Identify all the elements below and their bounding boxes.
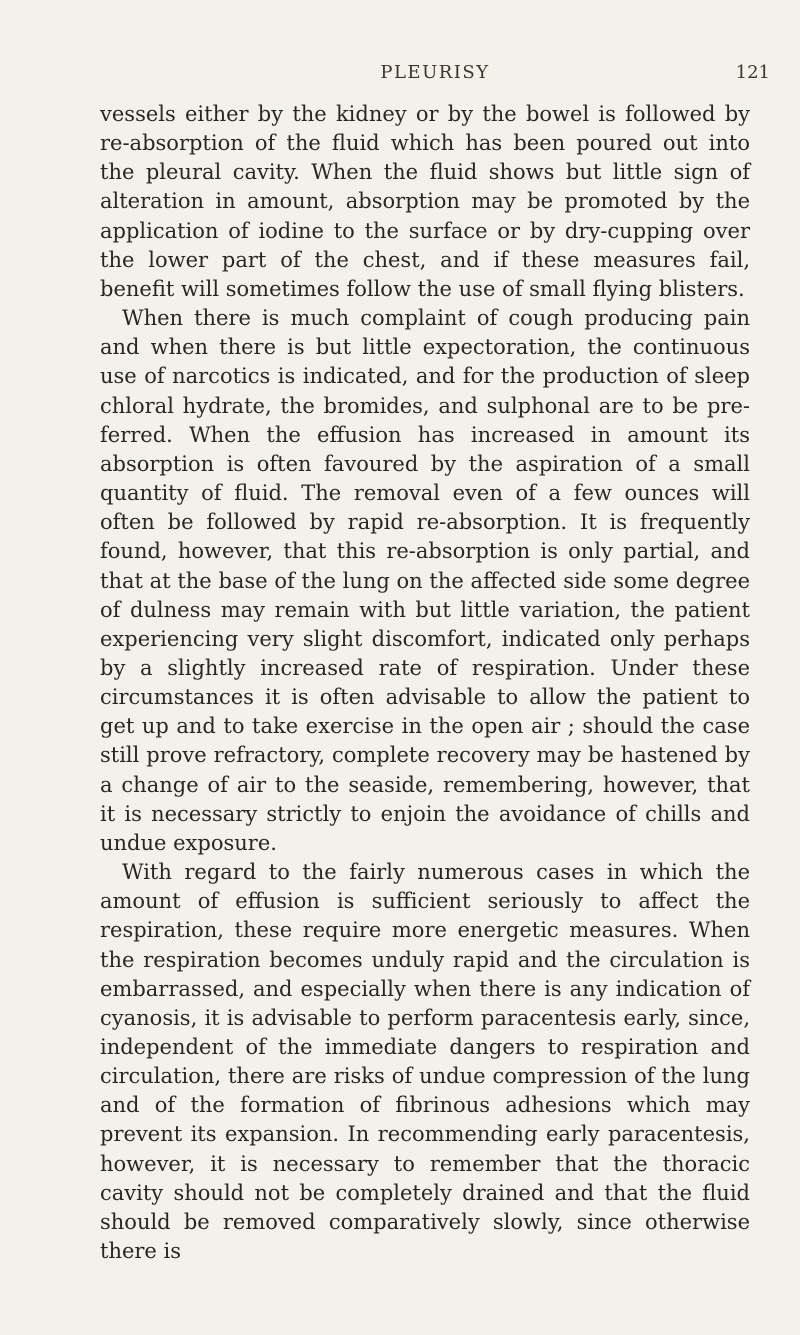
page-header (100, 62, 770, 92)
paragraph-3: With regard to the fairly numerous cases in which the amount of effusion is sufficient seriously to affect the respiration, these require more energetic measures. When the respiration becomes unduly rapid and the circulation is embarrassed, and especially when there is any indication of cyanosis, it is advisable to perform paracentesis early, since, independent of the immediate dangers to respiration and circulation, there are risks of undue compression of the lung and of the formation of fibrinous adhesions which may prevent its expansion. In recommending early paracentesis, however, it is necessary to remember that the thoracic cavity should not be completely drained and that the fluid should be removed comparatively slowly, since otherwise there is (100, 860, 750, 1264)
body-text (100, 100, 750, 1266)
paragraph-2: When there is much complaint of cough producing pain and when there is but little expectoration, the continuous use of narcotics is indicated, and for the production of sleep chloral hydrate, the bromides, and sulphonal are to be pre-ferred. When the effusion has increased in amount its absorption is often favoured by the aspiration of a small quantity of fluid. The removal even of a few ounces will often be followed by rapid re-absorption. It is frequently found, however, that this re-absorption is only partial, and that at the base of the lung on the affected side some degree of dulness may remain with but little variation, the patient experiencing very slight discomfort, indicated only perhaps by a slightly increased rate of respiration. Under these circumstances it is often advisable to allow the patient to get up and to take exercise in the open air ; should the case still prove refractory, complete recovery may be hastened by a change of air to the seaside, remembering, however, that it is necessary strictly to enjoin the avoidance of chills and undue exposure. (100, 306, 750, 855)
paragraph-1: vessels either by the kidney or by the bowel is followed by re-absorption of the fluid which has been poured out into the pleural cavity. When the fluid shows but little sign of alteration in amount, absorption may be promoted by the application of iodine to the surface or by dry-cupping over the lower part of the chest, and if these measures fail, benefit will sometimes follow the use of small flying blisters. (100, 102, 750, 301)
page-number: 121 (735, 62, 770, 83)
running-title: PLEURISY (380, 62, 490, 83)
